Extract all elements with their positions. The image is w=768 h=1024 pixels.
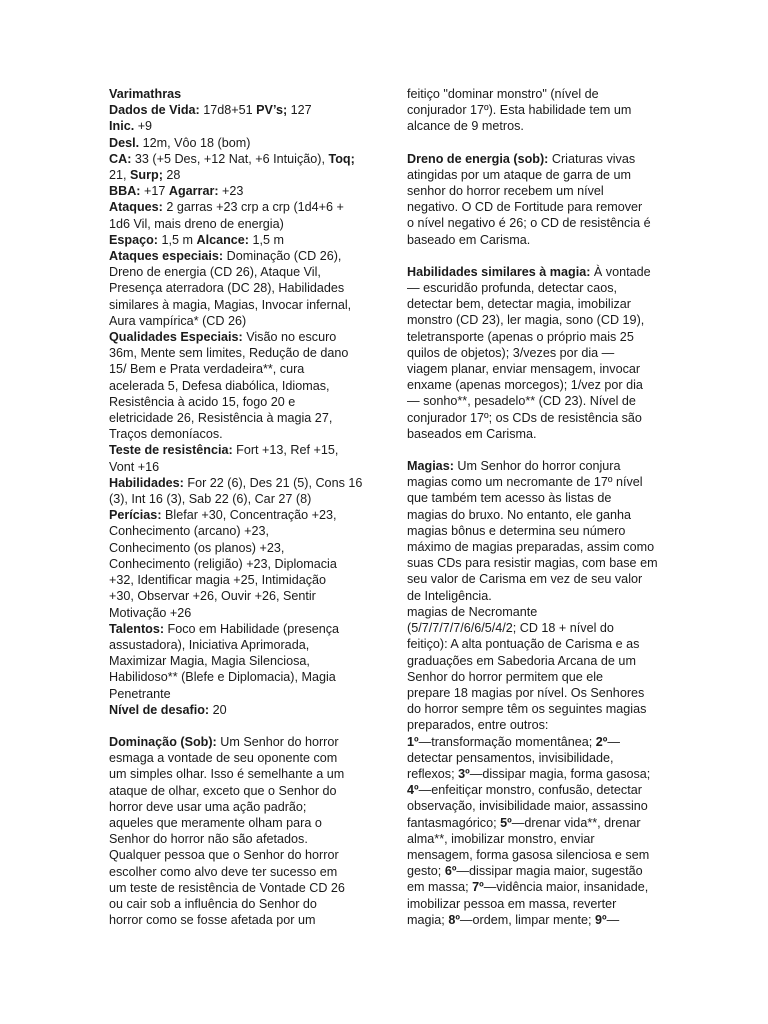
paragraph-gap	[407, 248, 659, 264]
text-run: 20	[209, 702, 227, 717]
text-line	[109, 410, 367, 426]
text-line	[407, 183, 659, 199]
text-run: Presença aterradora (DC 28), Habilidades	[109, 281, 345, 296]
text-run: Habilidoso** (Blefe e Diplomacia), Magia	[109, 670, 336, 685]
text-run: alcance de 9 metros.	[407, 119, 524, 134]
text-line	[407, 426, 659, 442]
text-line	[109, 102, 367, 118]
bold-label: 4º	[407, 783, 419, 798]
text-run: escolher como alvo deve ter sucesso em	[109, 864, 338, 879]
bold-label: 1º	[407, 734, 419, 749]
bold-label: Surp;	[130, 168, 163, 183]
text-run: teletransporte (apenas o próprio mais 25	[407, 329, 634, 344]
text-run: suas CDs para resistir magias, com base em	[407, 556, 658, 571]
bold-label: Alcance:	[196, 232, 249, 247]
text-line	[109, 815, 367, 831]
text-run: magias do bruxo. No entanto, ele ganha	[407, 507, 632, 522]
paragraph-gap	[407, 135, 659, 151]
text-line	[407, 815, 659, 831]
bold-label: 6º	[444, 864, 457, 879]
text-run: senhor do horror recebem um nível	[407, 184, 604, 199]
text-line	[109, 799, 367, 815]
text-line	[109, 556, 367, 572]
text-line	[407, 571, 659, 587]
text-run: —dissipar magia maior, sugestão	[456, 864, 643, 879]
text-line	[407, 896, 659, 912]
text-line	[109, 199, 367, 215]
text-line	[407, 831, 659, 847]
text-run: negativo. O CD de Fortitude para remover	[407, 200, 643, 215]
bold-label: Varimathras	[109, 87, 182, 101]
text-line	[407, 847, 659, 863]
text-line	[109, 264, 367, 280]
text-run: mensagem, forma gasosa silenciosa e sem	[407, 847, 650, 862]
bold-label: Perícias:	[109, 508, 162, 523]
text-line	[407, 734, 659, 750]
text-line	[407, 701, 659, 717]
text-run: atingidas por um ataque de garra de um	[407, 167, 632, 182]
bold-label: Qualidades Especiais:	[109, 330, 243, 345]
text-run: 21,	[109, 168, 131, 183]
text-line	[407, 167, 659, 183]
text-run: Conhecimento (religião) +23, Diplomacia	[109, 556, 337, 571]
text-run: —drenar vida**, drenar	[511, 815, 641, 830]
text-run: horror como se fosse afetada por um	[109, 913, 316, 928]
text-line	[407, 669, 659, 685]
text-run: Aura vampírica* (CD 26)	[109, 313, 247, 328]
text-run: Traços demoníacos.	[109, 427, 223, 442]
text-line	[407, 264, 659, 280]
text-line	[109, 588, 367, 604]
text-run: Foco em Habilidade (presença	[164, 621, 340, 636]
text-run: alma**, imobilizar monstro, enviar	[407, 831, 595, 846]
text-line	[109, 459, 367, 475]
text-line	[109, 329, 367, 345]
text-line	[109, 896, 367, 912]
bold-label: Ataques especiais:	[109, 249, 224, 264]
bold-label: Habilidades similares à magia:	[407, 264, 591, 279]
text-run: um simples olhar. Isso é semelhante a um	[109, 767, 345, 782]
text-run: aqueles que meramente olham para o	[109, 815, 322, 830]
bold-label: Dominação (Sob):	[109, 734, 217, 749]
text-line	[109, 864, 367, 880]
text-line	[407, 280, 659, 296]
text-line	[109, 653, 367, 669]
bold-label: 3º	[458, 766, 470, 781]
text-line	[109, 523, 367, 539]
text-run: preparados, entre outros:	[407, 718, 549, 733]
text-line	[109, 232, 367, 248]
text-run: monstro (CD 23), ler magia, sono (CD 19),	[407, 313, 645, 328]
text-line	[407, 798, 659, 814]
text-run: —	[607, 734, 620, 749]
left-column	[109, 0, 367, 928]
text-line	[109, 669, 367, 685]
text-run: —enfeitiçar monstro, confusão, detectar	[418, 783, 642, 798]
text-line	[109, 135, 367, 151]
text-line	[407, 879, 659, 895]
text-run: ou cair sob a influência do Senhor do	[109, 896, 317, 911]
text-line	[407, 102, 659, 118]
text-line	[109, 394, 367, 410]
text-run: — escuridão profunda, detectar caos,	[407, 281, 618, 296]
text-run: 33 (+5 Des, +12 Nat, +6 Intuição),	[131, 151, 329, 166]
bold-label: CA:	[109, 151, 132, 166]
text-line	[407, 474, 659, 490]
text-run: 1,5 m	[249, 232, 284, 247]
text-run: —vidência maior, insanidade,	[483, 880, 649, 895]
text-line	[407, 377, 659, 393]
text-run: (3), Int 16 (3), Sab 22 (6), Car 27 (8)	[109, 492, 312, 507]
text-run: 28	[162, 168, 181, 183]
text-line	[407, 215, 659, 231]
text-run: ataque de olhar, exceto que o Senhor do	[109, 783, 337, 798]
text-run: Maximizar Magia, Magia Silenciosa,	[109, 654, 310, 669]
text-run: 2 garras +23 crp a crp (1d4+6 +	[162, 200, 344, 215]
text-run: Vont +16	[109, 459, 160, 474]
text-line	[407, 361, 659, 377]
text-run: Um Senhor do horror conjura	[453, 459, 621, 474]
text-line	[109, 442, 367, 458]
dominacao-paragraph	[109, 734, 367, 928]
text-line	[407, 393, 659, 409]
text-line	[109, 491, 367, 507]
text-run: +9	[134, 119, 153, 134]
text-run: imobilizar pessoa em massa, reverter	[407, 896, 617, 911]
text-run: magias de Necromante	[407, 604, 538, 619]
bold-label: 8º	[448, 912, 460, 927]
bold-label: 7º	[472, 880, 484, 895]
text-run: fantasmagórico;	[407, 815, 501, 830]
text-run: Qualquer pessoa que o Senhor do horror	[109, 848, 339, 863]
paragraph-gap	[407, 442, 659, 458]
bold-label: 9º	[595, 912, 607, 927]
text-line	[109, 86, 367, 102]
text-run: Um Senhor do horror	[216, 734, 339, 749]
text-line	[109, 151, 367, 167]
text-line	[109, 880, 367, 896]
text-line	[407, 151, 659, 167]
bold-label: Teste de resistência:	[109, 443, 233, 458]
text-line	[407, 523, 659, 539]
text-line	[109, 621, 367, 637]
text-run: For 22 (6), Des 21 (5), Cons 16	[183, 475, 363, 490]
text-line	[109, 783, 367, 799]
text-line	[109, 702, 367, 718]
text-run: do horror sempre têm os seguintes magias	[407, 702, 647, 717]
text-run: 36m, Mente sem limites, Redução de dano	[109, 346, 349, 361]
text-run: Conhecimento (os planos) +23,	[109, 540, 285, 555]
text-run: Fort +13, Ref +15,	[232, 443, 339, 458]
text-run: gesto;	[407, 864, 445, 879]
text-line	[109, 361, 367, 377]
text-line	[109, 280, 367, 296]
text-line	[109, 183, 367, 199]
text-run: Senhor do horror permitem que ele	[407, 669, 604, 684]
text-run: horror deve usar uma ação padrão;	[109, 799, 307, 814]
text-line	[109, 540, 367, 556]
text-line	[407, 490, 659, 506]
text-line	[109, 750, 367, 766]
text-line	[407, 329, 659, 345]
text-run: (5/7/7/7/7/6/6/5/4/2; CD 18 + nível do	[407, 621, 614, 636]
text-line	[407, 604, 659, 620]
text-run: prepare 18 magias por nível. Os Senhores	[407, 685, 645, 700]
bold-label: Magias:	[407, 459, 454, 474]
text-line	[407, 507, 659, 523]
text-run: Senhor do horror não são afetados.	[109, 832, 308, 847]
text-run: Dreno de energia (CD 26), Ataque Vil,	[109, 265, 321, 280]
text-run: magias como um necromante de 17º nível	[407, 475, 643, 490]
text-run: Blefar +30, Concentração +23,	[161, 508, 337, 523]
text-line	[109, 475, 367, 491]
text-run: 12m, Vôo 18 (bom)	[139, 135, 251, 150]
text-line	[109, 572, 367, 588]
text-line	[109, 637, 367, 653]
text-run: Criaturas vivas	[548, 151, 636, 166]
text-run: +30, Observar +26, Ouvir +26, Sentir	[109, 589, 316, 604]
similares-paragraph	[407, 264, 659, 442]
bold-label: Dreno de energia (sob):	[407, 151, 549, 166]
text-run: o nível negativo é 26; o CD de resistência é	[407, 216, 651, 231]
bold-label: Inic.	[109, 119, 135, 134]
text-line	[407, 539, 659, 555]
text-run: Visão no escuro	[242, 330, 337, 345]
text-run: um teste de resistência de Vontade CD 26	[109, 880, 345, 895]
text-run: +17	[140, 184, 169, 199]
text-run: máximo de magias preparadas, assim como	[407, 540, 655, 555]
text-line	[407, 410, 659, 426]
stat-block	[109, 86, 367, 718]
text-line	[109, 248, 367, 264]
text-run: — sonho**, pesadelo** (CD 23). Nível de	[407, 394, 636, 409]
text-run: enxame (apenas morcegos); 1/vez por dia	[407, 378, 643, 393]
text-run: Motivação +26	[109, 605, 192, 620]
bold-label: PV’s;	[256, 103, 288, 118]
text-line	[407, 717, 659, 733]
text-line	[407, 620, 659, 636]
text-line	[407, 782, 659, 798]
text-run: similares à magia, Magias, Invocar infernal,	[109, 297, 352, 312]
text-run: magias bônus e determina seu número	[407, 523, 626, 538]
text-line	[109, 605, 367, 621]
text-run: Conhecimento (arcano) +23,	[109, 524, 269, 539]
text-run: —	[606, 912, 620, 927]
text-line	[109, 167, 367, 183]
text-run: feitiço "dominar monstro" (nível de	[407, 87, 599, 101]
text-run: assustadora), Iniciativa Aprimorada,	[109, 637, 310, 652]
text-run: baseado em Carisma.	[407, 232, 531, 247]
bold-label: Ataques:	[109, 200, 163, 215]
text-run: +23	[218, 184, 244, 199]
text-run: —transformação momentânea;	[418, 734, 596, 749]
text-line	[109, 734, 367, 750]
text-line	[407, 555, 659, 571]
text-run: —dissipar magia, forma gasosa;	[469, 766, 651, 781]
bold-label: Nível de desafio:	[109, 702, 210, 717]
text-run: magia;	[407, 912, 449, 927]
bold-label: Dados de Vida:	[109, 103, 200, 118]
text-line	[407, 912, 659, 928]
text-line	[109, 912, 367, 928]
text-line	[407, 118, 659, 134]
text-line	[407, 86, 659, 102]
text-run: de Inteligência.	[407, 588, 492, 603]
text-run: 1d6 Vil, mais dreno de energia)	[109, 216, 284, 231]
text-run: eletricidade 26, Resistência à magia 27,	[109, 411, 333, 426]
text-run: 127	[287, 103, 312, 118]
text-run: seu valor de Carisma em vez de seu valor	[407, 572, 643, 587]
text-run: 1,5 m	[158, 232, 197, 247]
text-run: conjurador 17º). Esta habilidade tem um	[407, 103, 632, 118]
text-line	[109, 216, 367, 232]
text-run: conjurador 17º; os CDs de resistência são	[407, 410, 642, 425]
magias-paragraph	[407, 458, 659, 928]
right-column	[407, 0, 659, 928]
text-line	[109, 507, 367, 523]
text-line	[109, 313, 367, 329]
text-run: +32, Identificar magia +25, Intimidação	[109, 573, 327, 588]
text-line	[109, 345, 367, 361]
bold-label: 5º	[500, 815, 512, 830]
text-line	[109, 118, 367, 134]
text-line	[407, 458, 659, 474]
text-line	[109, 686, 367, 702]
text-run: detectar bem, detectar magia, imobilizar	[407, 297, 631, 312]
text-run: 15/ Bem e Prata verdadeira**, cura	[109, 362, 305, 377]
text-line	[407, 232, 659, 248]
text-line	[109, 831, 367, 847]
dreno-paragraph	[407, 151, 659, 248]
text-line	[407, 345, 659, 361]
text-run: quilos de objetos); 3/vezes por dia —	[407, 345, 615, 360]
text-line	[109, 426, 367, 442]
text-run: feitiço): A alta pontuação de Carisma e as	[407, 637, 640, 652]
text-line	[407, 199, 659, 215]
bold-label: Toq;	[328, 151, 355, 166]
text-run: que também tem acesso às listas de	[407, 491, 612, 506]
text-line	[109, 297, 367, 313]
bold-label: Desl.	[109, 135, 140, 150]
bold-label: Talentos:	[109, 621, 165, 636]
text-run: acelerada 5, Defesa diabólica, Idiomas,	[109, 378, 330, 393]
text-line	[407, 863, 659, 879]
text-run: —ordem, limpar mente;	[459, 912, 595, 927]
text-line	[109, 766, 367, 782]
bold-label: BBA:	[109, 184, 141, 199]
text-line	[407, 766, 659, 782]
text-line	[109, 847, 367, 863]
text-run: viagem planar, enviar mensagem, invocar	[407, 362, 641, 377]
text-run: graduações em Sabedoria Arcana de um	[407, 653, 636, 668]
text-line	[109, 378, 367, 394]
text-run: detectar pensamentos, invisibilidade,	[407, 750, 614, 765]
text-line	[407, 636, 659, 652]
text-line	[407, 653, 659, 669]
text-run: em massa;	[407, 880, 473, 895]
text-run: Dominação (CD 26),	[223, 249, 342, 264]
text-run: baseados em Carisma.	[407, 426, 537, 441]
text-run: À vontade	[590, 264, 651, 279]
bold-label: Espaço:	[109, 232, 158, 247]
bold-label: Habilidades:	[109, 475, 184, 490]
text-line	[407, 312, 659, 328]
text-run: observação, invisibilidade maior, assassino	[407, 799, 648, 814]
paragraph-gap	[109, 718, 367, 734]
text-line	[407, 685, 659, 701]
text-run: esmaga a vontade de seu oponente com	[109, 751, 338, 766]
bold-label: Agarrar:	[168, 184, 219, 199]
text-run: Penetrante	[109, 686, 171, 701]
bold-label: 2º	[595, 734, 608, 749]
dominacao-continuation	[407, 86, 659, 135]
text-run: 17d8+51	[199, 103, 257, 118]
text-line	[407, 588, 659, 604]
text-line	[407, 750, 659, 766]
text-line	[407, 296, 659, 312]
text-run: Resistência à acido 15, fogo 20 e	[109, 394, 296, 409]
text-run: reflexos;	[407, 766, 459, 781]
